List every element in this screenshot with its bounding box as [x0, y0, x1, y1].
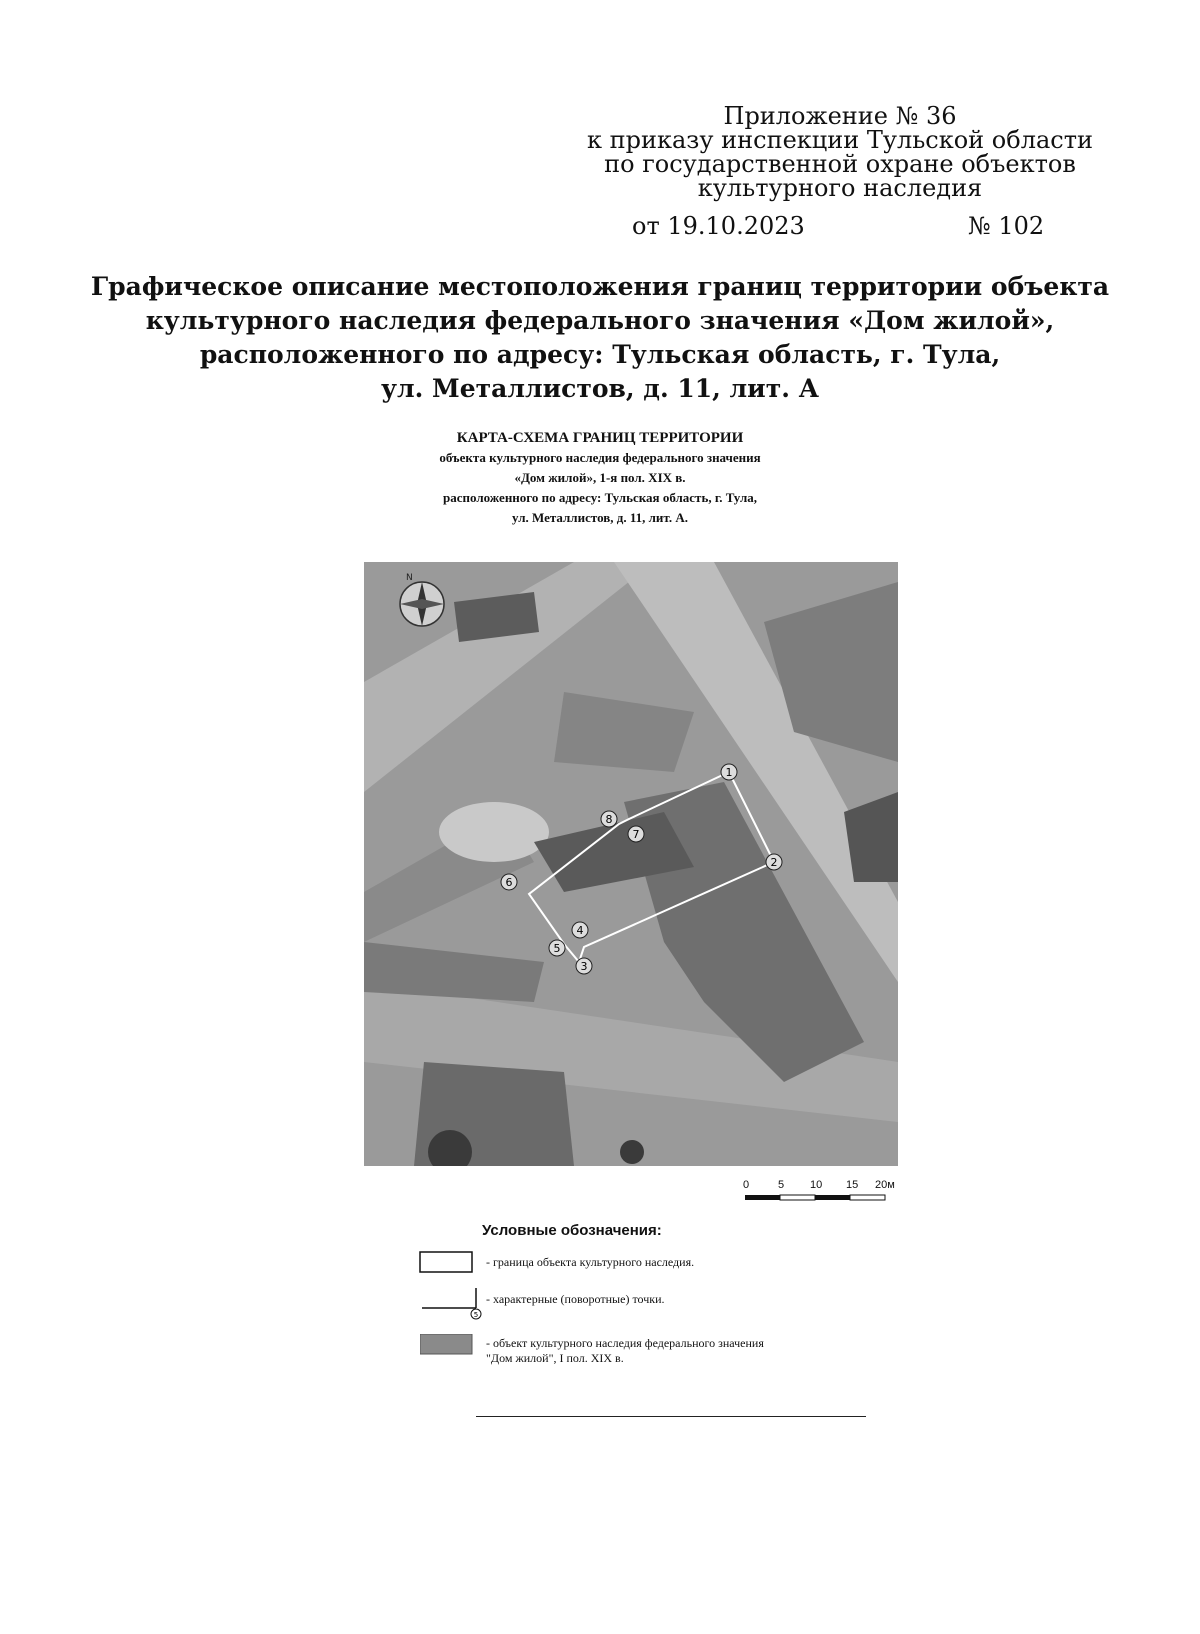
- point-label: 7: [632, 828, 640, 841]
- scale-tick-label: 20м: [875, 1179, 895, 1191]
- legend-item-boundary: - граница объекта культурного наследия.: [486, 1255, 695, 1269]
- legend-item-line: "Дом жилой", I пол. XIX в.: [486, 1351, 624, 1365]
- scale-tick-label: 15: [846, 1179, 859, 1191]
- north-label: N: [406, 573, 413, 583]
- point-label: 2: [770, 856, 778, 869]
- boundary-point: [501, 874, 517, 890]
- title-line: культурного наследия федерального значения «Дом жилой»,: [145, 306, 1055, 335]
- turning-point-symbol: [418, 1284, 482, 1324]
- boundary-point: [572, 922, 588, 938]
- boundary-point: [766, 854, 782, 870]
- title-line: ул. Металлистов, д. 11, лит. А: [381, 374, 819, 403]
- order-number: № 102: [968, 212, 1045, 240]
- point-label: 3: [580, 960, 588, 973]
- boundary-map: [364, 562, 898, 1166]
- point-label: 1: [725, 766, 733, 779]
- boundary-point: [721, 764, 737, 780]
- bottom-rule: [476, 1416, 866, 1417]
- boundary-point: [576, 958, 592, 974]
- appendix-line: Приложение № 36: [723, 102, 957, 130]
- boundary-point: [601, 811, 617, 827]
- boundary-point: [549, 940, 565, 956]
- appendix-header: [560, 104, 1120, 200]
- appendix-line: к приказу инспекции Тульской области: [587, 126, 1093, 154]
- legend-title: Условные обозначения:: [482, 1222, 662, 1239]
- order-date: от 19.10.2023: [632, 212, 805, 240]
- boundary-line-symbol: [418, 1250, 476, 1276]
- title-line: расположенного по адресу: Тульская область, г. Тула,: [199, 340, 1001, 369]
- caption-line: расположенного по адресу: Тульская область, г. Тула,: [443, 490, 757, 505]
- caption-line: объекта культурного наследия федерального значения: [439, 450, 761, 465]
- boundary-point: [628, 826, 644, 842]
- point-label: 4: [576, 924, 584, 937]
- point-label: 8: [605, 813, 613, 826]
- dark-roof: [620, 1140, 644, 1164]
- scale-tick-label: 5: [778, 1179, 785, 1191]
- caption-line: «Дом жилой», 1-я пол. XIX в.: [514, 470, 686, 485]
- scale-bar: [740, 1177, 900, 1215]
- appendix-line: культурного наследия: [697, 174, 983, 202]
- heritage-object-symbol: [420, 1334, 476, 1356]
- appendix-line: по государственной охране объектов: [604, 150, 1076, 178]
- scale-tick-label: 10: [810, 1179, 823, 1191]
- map-caption: [250, 428, 950, 528]
- legend-item-line: - объект культурного наследия федерального значения: [486, 1336, 764, 1350]
- document-title: [60, 270, 1140, 406]
- legend-item-heritage-object: [486, 1336, 764, 1366]
- scale-segment: [815, 1195, 850, 1200]
- scale-segment: [850, 1195, 885, 1200]
- point-label: 5: [553, 942, 561, 955]
- scale-segment: [745, 1195, 780, 1200]
- title-line: Графическое описание местоположения границ территории объекта: [90, 272, 1110, 301]
- point-label: 5: [473, 1311, 479, 1319]
- legend-item-turning-points: - характерные (поворотные) точки.: [486, 1292, 665, 1306]
- caption-line: ул. Металлистов, д. 11, лит. А.: [512, 510, 688, 525]
- point-label: 6: [505, 876, 513, 889]
- scale-tick-label: 0: [743, 1179, 750, 1191]
- caption-line: КАРТА-СХЕМА ГРАНИЦ ТЕРРИТОРИИ: [456, 430, 744, 446]
- roundabout-area: [439, 802, 549, 862]
- scale-segment: [780, 1195, 815, 1200]
